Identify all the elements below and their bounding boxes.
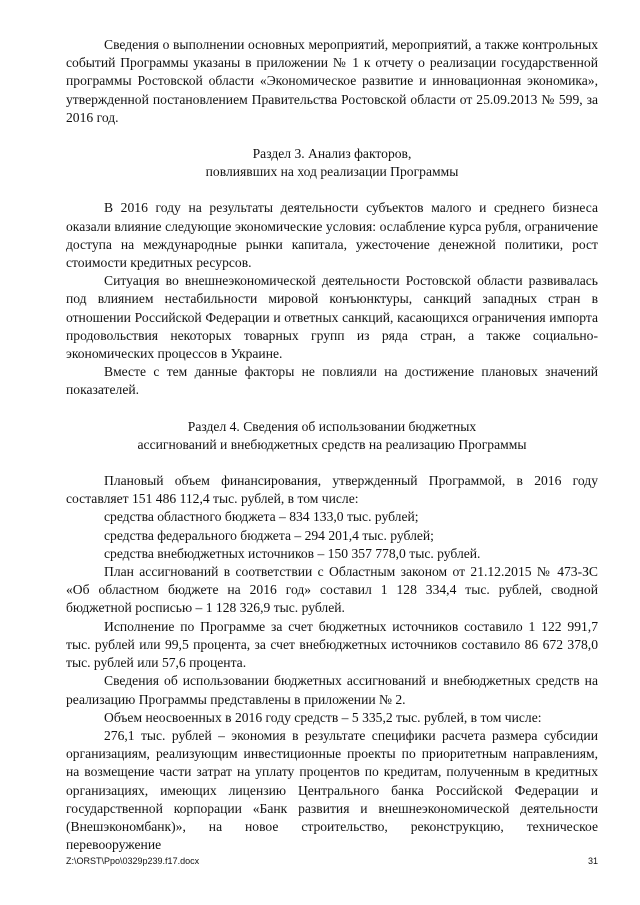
section-4-paragraph: Сведения об использовании бюджетных ассигнований и внебюджетных средств на реализацию Программы представлены в приложении № 2. (66, 673, 598, 707)
section-3-title-line-2: повлиявших на ход реализации Программы (205, 164, 459, 180)
section-3-title-line-1: Раздел 3. Анализ факторов, (252, 146, 412, 162)
section-3-paragraph: Вместе с тем данные факторы не повлияли на достижение плановых значений показателей. (66, 364, 598, 398)
section-4-paragraph: План ассигнований в соответствии с Областным законом от 21.12.2015 № 473-ЗС «Об областном бюджете на 2016 год» составил 1 128 334,4 тыс. рублей, сводной бюджетной росписью – 1 128 326,9 тыс. рублей. (66, 564, 598, 616)
paragraph-intro: Сведения о выполнении основных мероприятий, мероприятий, а также контрольных событий Программы указаны в приложении № 1 к отчету о реализации государственной программы Ростовской области «Экономическое развитие и инновационная экономика», утвержденной постановлением Правительства Ростовской области от 25.09.2013 № 599, за 2016 год. (66, 37, 598, 125)
section-4-title-line-2: ассигнований и внебюджетных средств на реализацию Программы (137, 436, 527, 452)
section-3-paragraph: Ситуация во внешнеэкономической деятельности Ростовской области развивалась под влиянием нестабильности мировой конъюнктуры, санкций западных стран в отношении Российской Федерации и ответных санкций, касающихся ограничения импорта продовольствия некоторых товарных групп из ряда стран, а также социально-экономических процессов в Украине. (66, 273, 598, 362)
section-4-paragraph: Плановый объем финансирования, утвержденный Программой, в 2016 году составляет 151 486 112,4 тыс. рублей, в том числе: (66, 473, 598, 507)
section-3-heading (66, 145, 598, 181)
section-4-list-item: средства внебюджетных источников – 150 357 778,0 тыс. рублей. (104, 545, 481, 561)
section-4-list-item: средства областного бюджета – 834 133,0 тыс. рублей; (104, 509, 419, 525)
section-4-title-line-1: Раздел 4. Сведения об использовании бюджетных (187, 418, 477, 434)
section-4-paragraph: Объем неосвоенных в 2016 году средств – 5 335,2 тыс. рублей, в том числе: (104, 709, 542, 725)
footer-file-path: Z:\ORST\Ppo\0329p239.f17.docx (66, 856, 200, 866)
section-4-paragraph: 276,1 тыс. рублей – экономия в результате специфики расчета размера субсидии организациям, реализующим инвестиционные проекты по приоритетным направлениям, на возмещение части затрат на уплату процентов по кредитам, полученным в кредитных организациях, имеющих лицензию Центрального банка Российской Федерации и государственной корпорации «Банк развития и внешнеэкономической деятельности (Внешэкономбанк)», на новое строительство, реконструкцию, техническое перевооружение (66, 727, 598, 853)
section-4-paragraph: Исполнение по Программе за счет бюджетных источников составило 1 122 991,7 тыс. рублей или 99,5 процента, за счет внебюджетных источников составило 86 672 378,0 тыс. рублей или 57,6 процента. (66, 618, 598, 671)
section-3-paragraph: В 2016 году на результаты деятельности субъектов малого и среднего бизнеса оказали влияние следующие экономические условия: ослабление курса рубля, ограничение доступа на международные рынки капитала, ужесточение денежной политики, рост стоимости кредитных ресурсов. (66, 200, 598, 271)
document-body (66, 36, 598, 854)
section-4-list-item: средства федерального бюджета – 294 201,4 тыс. рублей; (104, 527, 434, 543)
section-4-heading (66, 418, 598, 454)
page-number: 31 (587, 856, 598, 866)
